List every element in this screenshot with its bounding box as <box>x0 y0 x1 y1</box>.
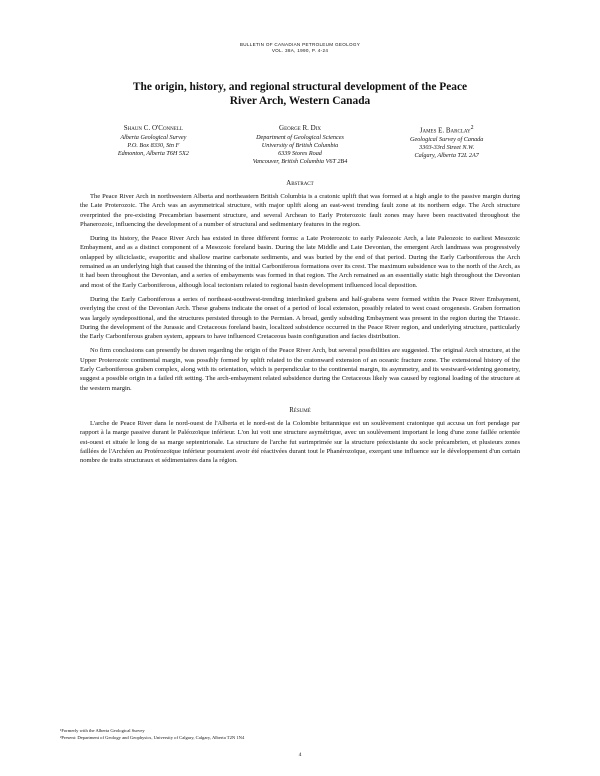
resume-paragraph: L'arche de Peace River dans le nord-ouest de l'Alberta et le nord-est de la Colombie britannique est un soulèvement cratonique qui accusa un fort pendage par rapport à la marge passive durant le Paléozoïque inférieur. L'on lui voit une structure asymétrique, avec un soulèvement important le long d'une zone faillée orientée est-ouest et située le long de sa marge septentrionale. La structure de l'arche fut surimprimée sur la structure préexistante du socle précambrien, et plusieurs zones faillées de l'Archéen au Protérozoïque inférieur pourraient avoir été réactivées durant tout le Phanérozoïque, exerçant une influence sur le développement d'un certain nombre de traits structuraux et sédimentaires dans la région. <box>80 419 520 465</box>
footnote: ²Present: Department of Geology and Geophysics, University of Calgary, Calgary, Alberta T2N 1N4 <box>60 734 245 740</box>
running-head <box>80 0 520 54</box>
author-name: George R. Dix <box>279 124 321 132</box>
footnotes <box>60 728 540 741</box>
author-name <box>373 124 520 134</box>
abstract-body <box>80 192 520 393</box>
abstract-paragraph: During the Early Carboniferous a series of northeast-southwest-trending interlinked grabens and half-grabens were formed within the Peace River Embayment, overlying the crest of the Devonian Arch. These grabens indicate the onset of a period of local extension, possibly related to west coast orogenesis. Graben formation was largely syndepositional, and the structures persisted through to the Permian. A broad, gently subsiding Embayment was present in the region during the Triassic. During the development of the Jurassic and Cretaceous foreland basin, localized subsidence occurred in the Peace River region, and underlying structure, particularly the Early Carboniferous graben system, appears to have influenced Cretaceous basin configuration and facies distribution. <box>80 295 520 341</box>
author-affiliation: Department of Geological Sciences <box>256 134 344 141</box>
article-title: The origin, history, and regional structural development of the Peace River Arch, Western Canada <box>132 81 468 107</box>
author-footnote-mark: 2 <box>470 125 474 131</box>
journal-name: BULLETIN OF CANADIAN PETROLEUM GEOLOGY <box>239 42 361 47</box>
author-3 <box>373 124 520 166</box>
resume-body <box>80 419 520 465</box>
abstract-paragraph: No firm conclusions can presently be drawn regarding the origin of the Peace River Arch, but several possibilities are suggested. The original Arch structure, at the Upper Proterozoic continental margin, was possibly formed by uplift related to the cratonward extension of an oceanic fracture zone. The extensional history of the Early Carboniferous graben complex, along with its orientation, which is perpendicular to the continental margin, its asymmetry, and its westward-widening geometry, suggest a possible origin in a failed rift setting. The arch-embayment related subsidence during the Cretaceous likely was caused by regional loading of the structure at the western margin. <box>80 347 520 392</box>
author-affiliation: Geological Survey of Canada <box>409 136 484 144</box>
resume-heading: Résumé <box>289 406 311 414</box>
journal-volume: VOL. 38A, 1990, P. 4-24 <box>271 48 329 53</box>
author-address: P.O. Box 8330, Stn F <box>127 142 180 149</box>
author-1 <box>80 124 227 166</box>
author-address: 3303-33rd Street N.W. <box>419 144 475 152</box>
author-block <box>80 124 520 166</box>
page-number: 4 <box>298 752 302 758</box>
author-city: Edmonton, Alberta T6H 5X2 <box>117 150 189 157</box>
author-affiliation: Alberta Geological Survey <box>120 134 187 141</box>
footnote: ¹Formerly with the Alberta Geological Survey <box>60 728 145 733</box>
abstract-paragraph: The Peace River Arch in northwestern Alberta and northeastern British Columbia is a cratonic uplift that was formed at a high angle to the passive margin during the Late Proterozoic. The Arch was an asymmetrical structure, with major uplift along an east-west trending fault zone at its northern edge. The Arch structure overprinted the pre-existing Precambrian basement structure, and several Archean to Early Proterozoic fault zones may have been reactivated throughout the Phanerozoic, influencing the development of a number of structural and sedimentary features in the region. <box>80 193 520 228</box>
author-2 <box>227 124 374 166</box>
author-institution: University of British Columbia <box>261 142 339 149</box>
abstract-paragraph: During its history, the Peace River Arch has existed in three different forms: a Late Proterozoic to early Paleozoic Arch, a late Paleozoic to earliest Mesozoic Embayment, and as a distinct component of a Mesozoic foreland basin. During the late Middle and Late Devonian, the emergent Arch landmass was progressively onlapped by siliciclastic, evaporitic and shallow marine carbonate sediments, and was buried by the end of that period. During the Early Carboniferous the Arch remained as an underlying high that caused the thinning of the initial Carboniferous formations over its crest. The maximum subsidence was to the north of the Arch, as it had been throughout the Devonian, and a series of embayments was formed in that region. The Arch remained as an essentially static high throughout the Devonian and most of the Early Carboniferous, although local tectonism related to regional basin development influenced local deposition. <box>80 235 520 289</box>
author-name: Shaun C. O'Connell <box>123 124 183 132</box>
author-city: Calgary, Alberta T2L 2A7 <box>414 152 479 160</box>
author-name-text: James E. Barclay <box>419 126 471 135</box>
abstract-heading: Abstract <box>286 180 314 187</box>
author-city: Vancouver, British Columbia V6T 2B4 <box>252 158 348 165</box>
author-address: 6339 Stores Road <box>278 150 322 157</box>
